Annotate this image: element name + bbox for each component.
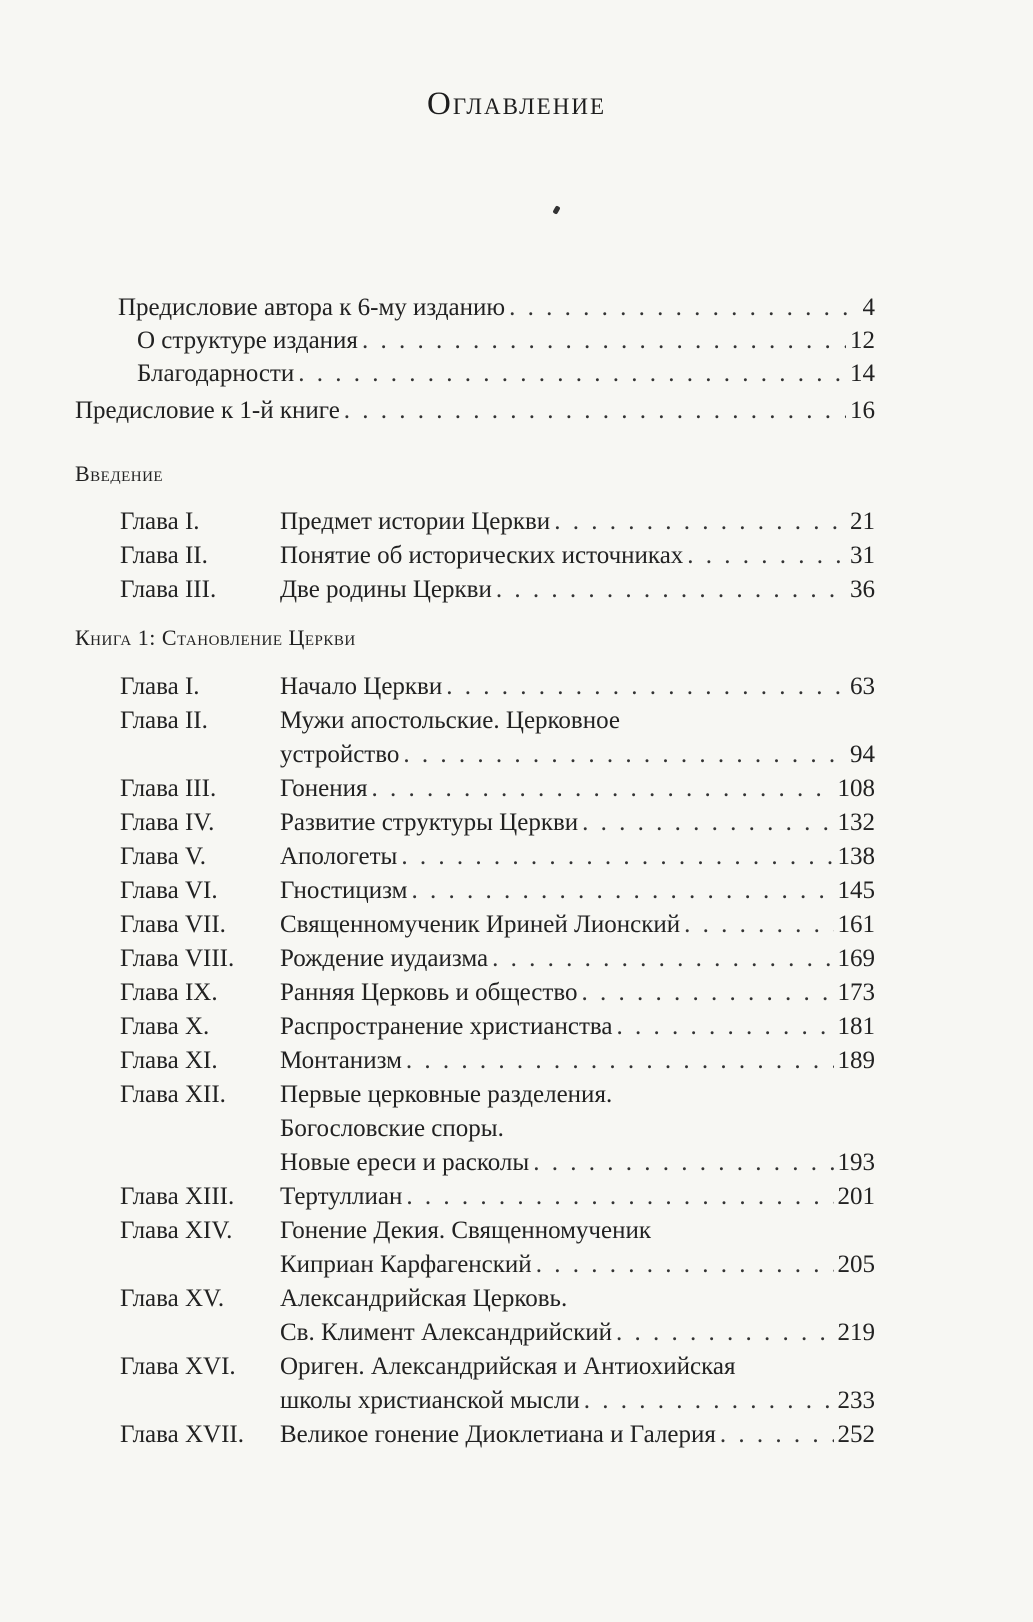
toc-entry bbox=[280, 773, 875, 805]
dot-leader bbox=[616, 1317, 834, 1349]
chapter-number: Глава XI. bbox=[120, 1047, 218, 1074]
toc-entry bbox=[280, 1249, 875, 1281]
toc-entry bbox=[280, 875, 875, 907]
page-number: 205 bbox=[837, 1251, 875, 1278]
dot-leader bbox=[533, 1147, 833, 1179]
page-number: 12 bbox=[850, 327, 875, 354]
section-heading: Книга 1: Становление Церкви bbox=[75, 625, 356, 650]
dot-leader bbox=[344, 395, 846, 427]
chapter-number: Глава IX. bbox=[120, 979, 218, 1006]
page-number: 169 bbox=[837, 945, 875, 972]
page-number: 108 bbox=[837, 775, 875, 802]
toc-entry bbox=[280, 1419, 875, 1451]
page-number: 189 bbox=[837, 1047, 875, 1074]
toc-entry-title: Гонения bbox=[280, 775, 368, 802]
toc-entry-title: Две родины Церкви bbox=[280, 576, 492, 603]
chapter-number: Глава I. bbox=[120, 673, 200, 700]
dot-leader bbox=[401, 841, 833, 873]
chapter-number: Глава XVI. bbox=[120, 1353, 236, 1380]
toc-entry-title: Монтанизм bbox=[280, 1047, 402, 1074]
chapter-number: Глава V. bbox=[120, 843, 207, 870]
page-number: 21 bbox=[850, 508, 875, 535]
page-number: 145 bbox=[837, 877, 875, 904]
toc-entry-title: О структуре издания bbox=[137, 327, 358, 354]
dot-leader bbox=[582, 807, 833, 839]
toc-entry bbox=[280, 909, 875, 941]
toc-entry bbox=[280, 540, 875, 572]
page-number: 36 bbox=[850, 576, 875, 603]
page-title: Оглавление bbox=[427, 86, 606, 122]
toc-entry-title: Тертуллиан bbox=[280, 1183, 403, 1210]
dot-leader bbox=[616, 1011, 833, 1043]
chapter-number: Глава IV. bbox=[120, 809, 215, 836]
page-number: 181 bbox=[837, 1013, 875, 1040]
page-number: 132 bbox=[837, 809, 875, 836]
dot-leader bbox=[584, 1385, 834, 1417]
chapter-number: Глава XV. bbox=[120, 1285, 225, 1312]
dot-leader bbox=[406, 1045, 834, 1077]
toc-entry-title: Предмет истории Церкви bbox=[280, 508, 551, 535]
chapter-number: Глава VI. bbox=[120, 877, 218, 904]
toc-entry-title: Начало Церкви bbox=[280, 673, 443, 700]
dot-leader bbox=[496, 574, 846, 606]
page-number: 63 bbox=[850, 673, 875, 700]
toc-entry bbox=[280, 1317, 875, 1349]
toc-entry-title: Рождение иудаизма bbox=[280, 945, 489, 972]
toc-entry-title: Предисловие автора к 6-му изданию bbox=[118, 294, 506, 321]
toc-entry-title: Св. Климент Александрийский bbox=[280, 1319, 612, 1346]
page-number: 31 bbox=[850, 542, 875, 569]
toc-entry-title: школы христианской мысли bbox=[280, 1387, 580, 1414]
dot-leader bbox=[684, 909, 833, 941]
dot-leader bbox=[581, 977, 833, 1009]
toc-entry bbox=[280, 1181, 875, 1213]
toc-entry bbox=[280, 1147, 875, 1179]
page-number: 173 bbox=[837, 979, 875, 1006]
toc-entry-title: Предисловие к 1-й книге bbox=[75, 397, 340, 424]
chapter-title-line: Александрийская Церковь. bbox=[280, 1285, 568, 1312]
chapter-number: Глава II. bbox=[120, 707, 208, 734]
toc-entry bbox=[75, 395, 875, 427]
chapter-number: Глава II. bbox=[120, 542, 208, 569]
toc-entry bbox=[280, 506, 875, 538]
chapter-title-line: Богословские споры. bbox=[280, 1115, 504, 1142]
chapter-number: Глава XIV. bbox=[120, 1217, 233, 1244]
page-number: 161 bbox=[837, 911, 875, 938]
dot-leader bbox=[509, 292, 858, 324]
dot-leader bbox=[298, 358, 846, 390]
toc-entry-title: Распространение христианства bbox=[280, 1013, 613, 1040]
dot-leader bbox=[362, 325, 846, 357]
dot-leader bbox=[446, 671, 846, 703]
page-number: 138 bbox=[837, 843, 875, 870]
page-number: 14 bbox=[850, 360, 875, 387]
toc-entry bbox=[118, 292, 875, 324]
chapter-title-line: Ориген. Александрийская и Антиохийская bbox=[280, 1353, 736, 1380]
dot-leader bbox=[412, 875, 834, 907]
page-number: 233 bbox=[837, 1387, 875, 1414]
chapter-number: Глава III. bbox=[120, 775, 217, 802]
page-number: 252 bbox=[837, 1421, 875, 1448]
toc-entry-title: Благодарности bbox=[137, 360, 295, 387]
toc-entry bbox=[280, 807, 875, 839]
dot-leader bbox=[492, 943, 833, 975]
chapter-title-line: Мужи апостольские. Церковное bbox=[280, 707, 621, 734]
dot-leader bbox=[554, 506, 846, 538]
ink-mark bbox=[552, 205, 560, 214]
toc-entry bbox=[280, 943, 875, 975]
toc-entry bbox=[137, 325, 875, 357]
chapter-title-line: Первые церковные разделения. bbox=[280, 1081, 613, 1108]
page-number: 193 bbox=[837, 1149, 875, 1176]
toc-entry-title: Великое гонение Диоклетиана и Галерия bbox=[280, 1421, 716, 1448]
toc-entry-title: устройство bbox=[280, 741, 400, 768]
chapter-title-line: Гонение Декия. Священномученик bbox=[280, 1217, 651, 1244]
chapter-number: Глава XVII. bbox=[120, 1421, 244, 1448]
page-number: 16 bbox=[850, 397, 875, 424]
page-number: 94 bbox=[850, 741, 875, 768]
page-number: 201 bbox=[837, 1183, 875, 1210]
toc-entry-title: Понятие об исторических источниках bbox=[280, 542, 684, 569]
toc-entry-title: Развитие структуры Церкви bbox=[280, 809, 579, 836]
dot-leader bbox=[372, 773, 834, 805]
toc-entry bbox=[280, 574, 875, 606]
dot-leader bbox=[536, 1249, 834, 1281]
toc-entry bbox=[280, 1045, 875, 1077]
toc-entry-title: Апологеты bbox=[280, 843, 398, 870]
toc-entry-title: Киприан Карфагенский bbox=[280, 1251, 532, 1278]
toc-entry-title: Новые ереси и расколы bbox=[280, 1149, 530, 1176]
toc-entry bbox=[280, 1385, 875, 1417]
page-number: 4 bbox=[862, 294, 875, 321]
chapter-number: Глава XII. bbox=[120, 1081, 226, 1108]
dot-leader bbox=[403, 739, 846, 771]
toc-entry bbox=[280, 841, 875, 873]
chapter-number: Глава I. bbox=[120, 508, 200, 535]
dot-leader bbox=[687, 540, 846, 572]
page-number: 219 bbox=[837, 1319, 875, 1346]
toc-entry bbox=[280, 1011, 875, 1043]
dot-leader bbox=[720, 1419, 834, 1451]
toc-entry-title: Ранняя Церковь и общество bbox=[280, 979, 578, 1006]
section-heading: Введение bbox=[75, 461, 164, 486]
toc-entry-title: Священномученик Ириней Лионский bbox=[280, 911, 681, 938]
dot-leader bbox=[406, 1181, 833, 1213]
chapter-number: Глава XIII. bbox=[120, 1183, 235, 1210]
chapter-number: Глава VIII. bbox=[120, 945, 235, 972]
toc-entry bbox=[280, 977, 875, 1009]
chapter-number: Глава III. bbox=[120, 576, 217, 603]
toc-entry bbox=[280, 739, 875, 771]
chapter-number: Глава X. bbox=[120, 1013, 210, 1040]
toc-entry bbox=[137, 358, 875, 390]
toc-entry bbox=[280, 671, 875, 703]
chapter-number: Глава VII. bbox=[120, 911, 226, 938]
toc-entry-title: Гностицизм bbox=[280, 877, 408, 904]
